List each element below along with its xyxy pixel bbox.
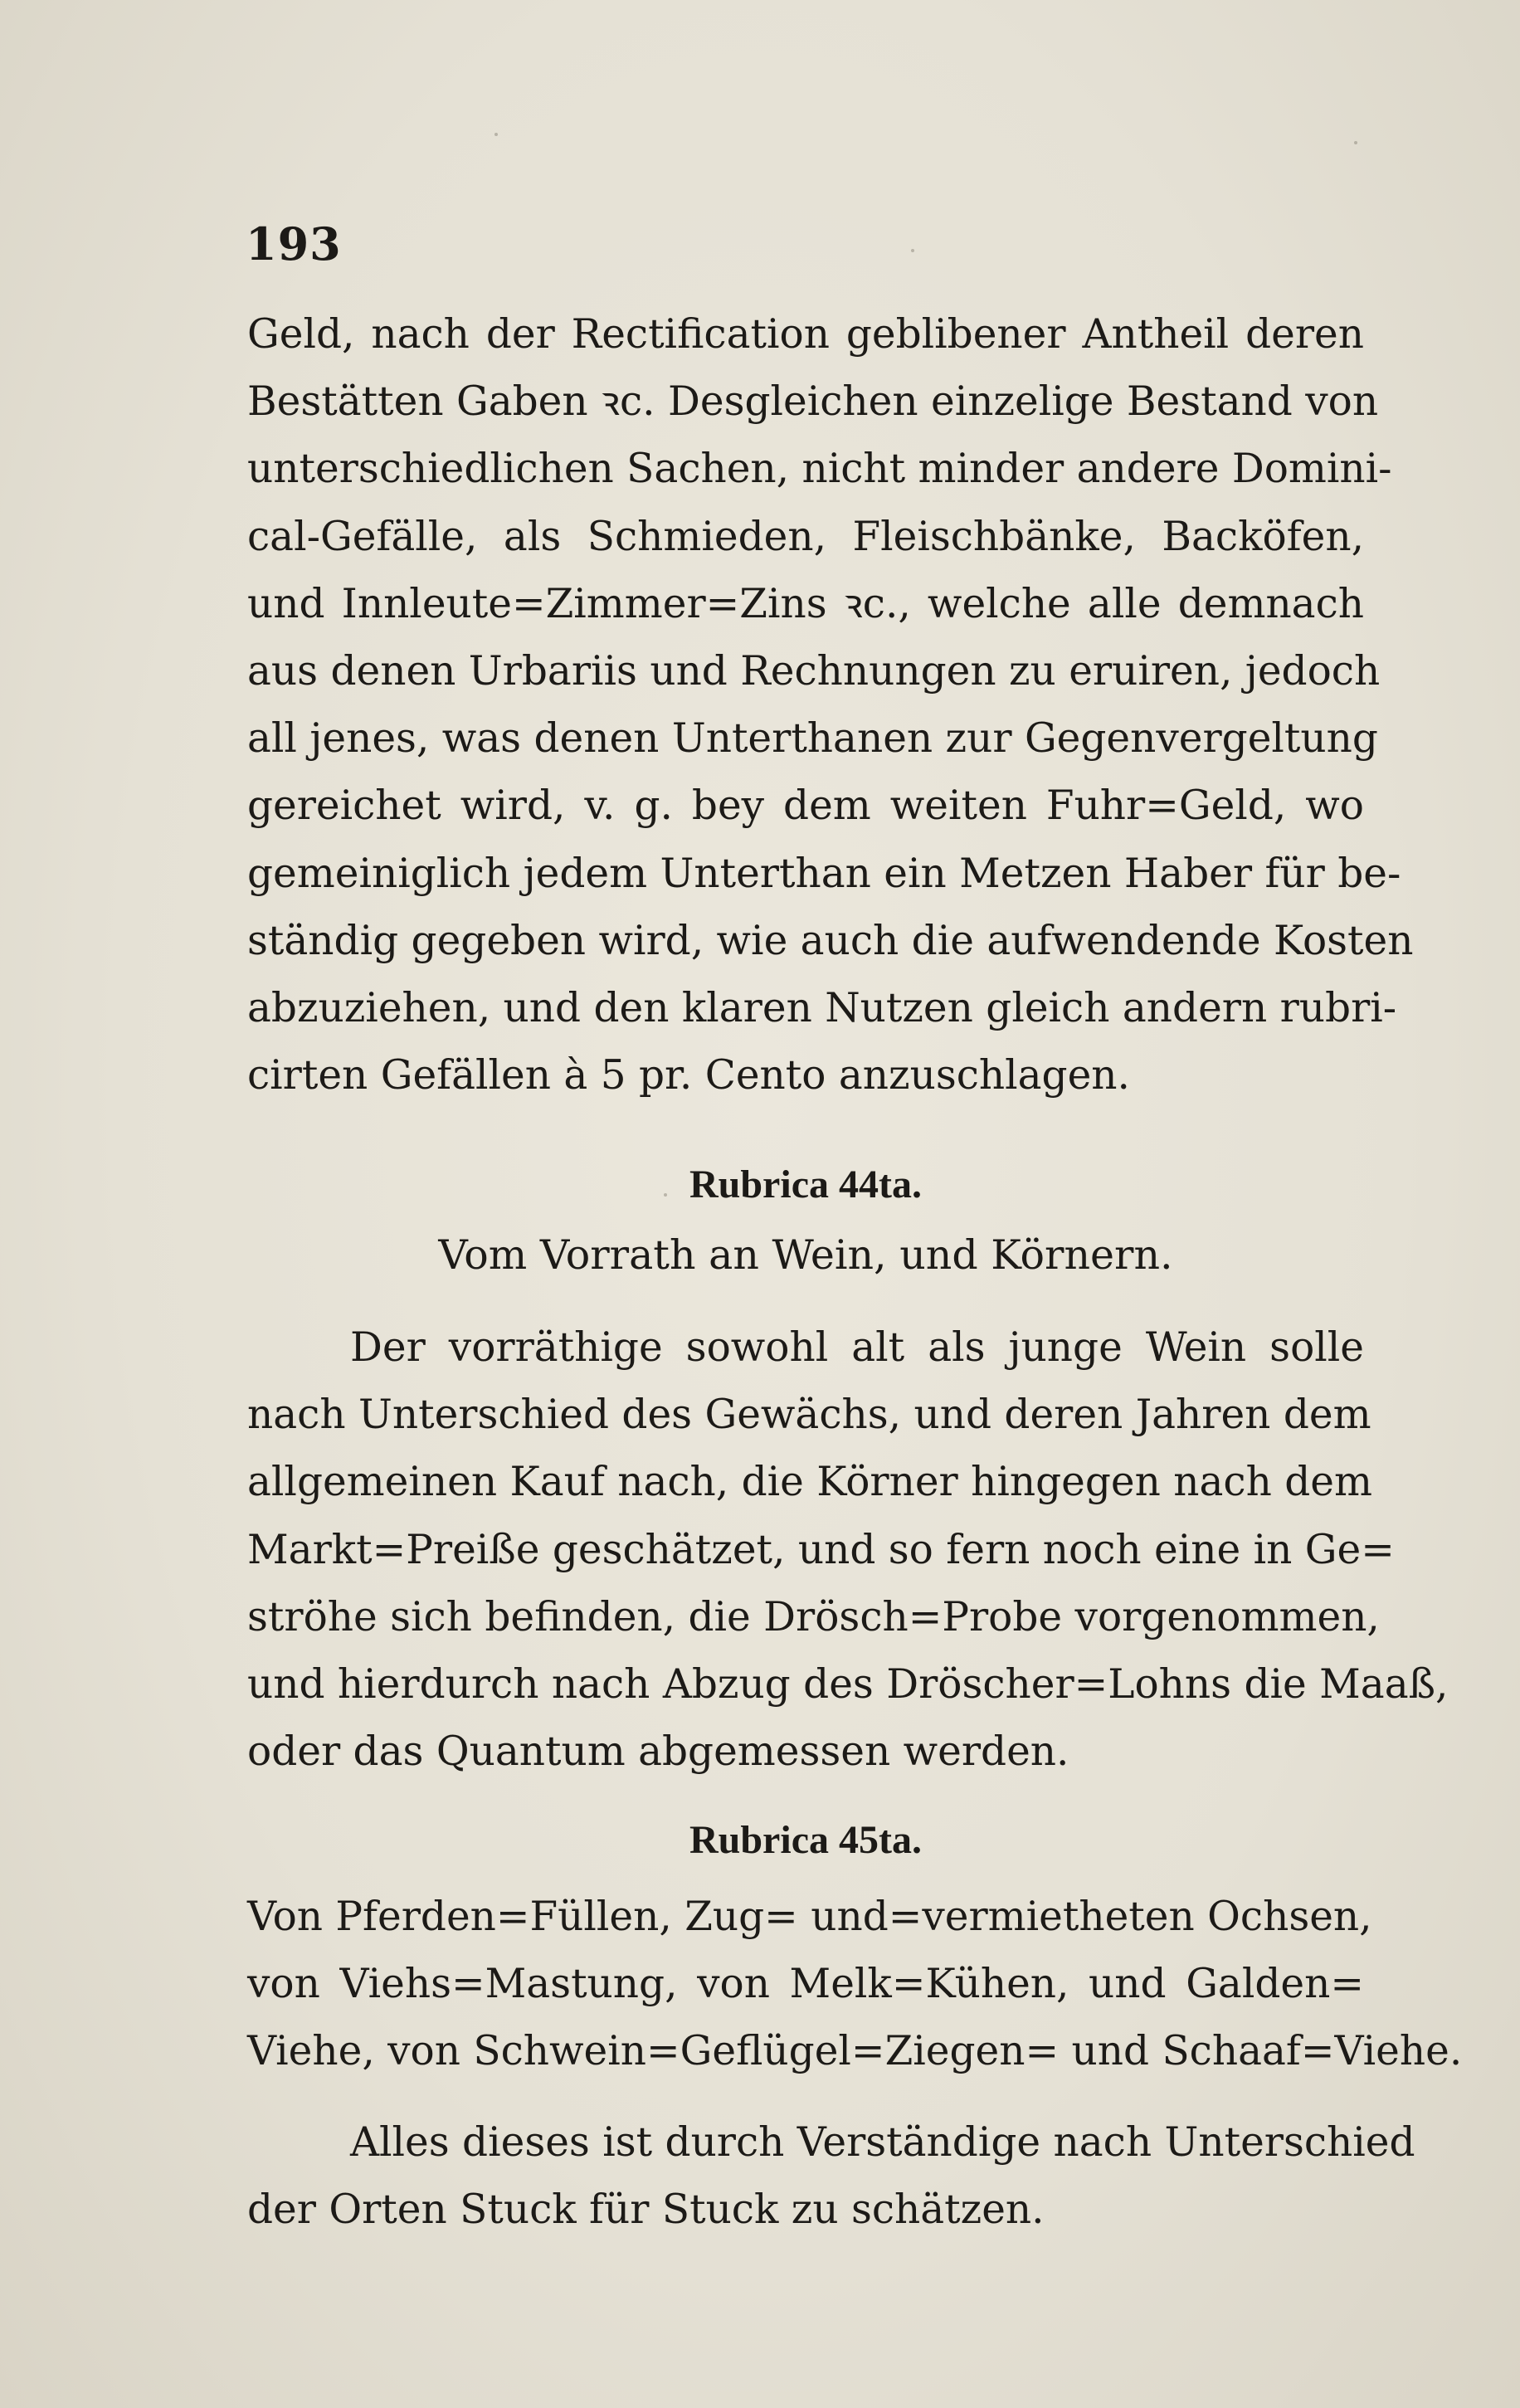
text-line: ströhe sich befinden, die Drösch=Probe vorgenommen, [247, 1593, 1380, 1640]
text-line: Bestätten Gaben ꝛc. Desgleichen einzelige Bestand von [247, 378, 1379, 426]
text-line: gereichet wird, v. g. bey dem weiten Fuhr=Geld, wo [247, 782, 1364, 830]
rubric-44-paragraph [247, 1314, 1449, 1786]
text-line: Von Pferden=Füllen, Zug= und=vermietheten Ochsen, [247, 1894, 1372, 1940]
text-line: Viehe, von Schwein=Geflügel=Ziegen= und Schaaf=Viehe. [247, 2028, 1463, 2075]
text-line: der Orten Stuck für Stuck zu schätzen. [247, 2186, 1045, 2234]
rubric-44-title: Rubrica 44ta. [689, 1163, 922, 1206]
rubric-45-heading-lines [247, 1884, 1463, 2086]
text-line: und hierdurch nach Abzug des Dröscher=Lohns die Maaß, [247, 1661, 1449, 1709]
text-line: all jenes, was denen Unterthanen zur Gegenvergeltung [247, 715, 1378, 763]
paper-spot [494, 133, 498, 136]
text-line: ständig gegeben wird, wie auch die aufwendende Kosten [247, 917, 1414, 964]
paper-spot [911, 249, 914, 252]
text-line: Geld, nach der Rectification geblibener Antheil deren [247, 311, 1364, 358]
text-line: unterschiedlichen Sachen, nicht minder andere Domini- [247, 446, 1392, 493]
rubric-45-paragraph [247, 2109, 1415, 2244]
text-line: cal-Gefälle, als Schmieden, Fleischbänke, Backöfen, [247, 513, 1364, 560]
text-line: oder das Quantum abgemessen werden. [247, 1728, 1069, 1776]
text-line: nach Unterschied des Gewächs, und deren Jahren dem [247, 1392, 1371, 1439]
text-line: allgemeinen Kauf nach, die Körner hingegen nach dem [247, 1459, 1372, 1506]
intro-paragraph [247, 301, 1414, 1109]
rubric-45-title: Rubrica 45ta. [689, 1818, 922, 1862]
rubric-44-subtitle: Vom Vorrath an Wein, und Körnern. [438, 1231, 1173, 1279]
text-line: von Viehs=Mastung, von Melk=Kühen, und Galden= [247, 1961, 1364, 2008]
text-line: gemeiniglich jedem Unterthan ein Metzen Haber für be- [247, 850, 1401, 897]
text-line: aus denen Urbariis und Rechnungen zu eruiren, jedoch [247, 648, 1381, 695]
text-line: Alles dieses ist durch Verständige nach Unterschied [350, 2119, 1415, 2166]
text-line: Der vorräthige sowohl alt als junge Wein solle [350, 1324, 1364, 1371]
text-line: cirten Gefällen à 5 pr. Cento anzuschlagen. [247, 1052, 1130, 1099]
paper-spot [1354, 141, 1357, 144]
page-number: 193 [246, 217, 342, 271]
text-line: abzuziehen, und den klaren Nutzen gleich andern rubri- [247, 985, 1397, 1032]
text-line: Markt=Preiße geschätzet, und so fern noch eine in Ge= [247, 1526, 1395, 1573]
text-line: und Innleute=Zimmer=Zins ꝛc., welche alle demnach [247, 580, 1364, 627]
